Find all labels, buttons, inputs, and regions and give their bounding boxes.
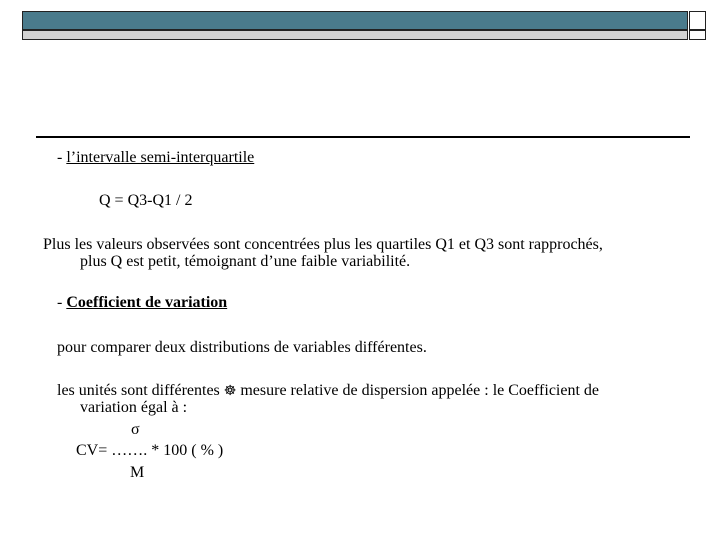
iqr-formula: Q = Q3-Q1 / 2 xyxy=(99,192,193,209)
sub-bar xyxy=(22,30,688,40)
cv-units-before: les unités sont différentes xyxy=(57,382,224,399)
cv-purpose: pour comparer deux distributions de variables différentes. xyxy=(57,339,427,356)
cv-dash: - xyxy=(57,294,67,311)
cv-heading: Coefficient de variation xyxy=(66,294,228,311)
iqr-text-line1: Plus les valeurs observées sont concentrées plus les quartiles Q1 et Q3 sont rapprochés, xyxy=(43,236,603,253)
iqr-dash: - xyxy=(57,149,67,166)
formula-line: CV= ……. * 100 ( % ) xyxy=(76,442,224,459)
cv-units-after: mesure relative de dispersion appelée : le Coefficient de xyxy=(236,382,600,399)
iqr-heading-line xyxy=(57,149,254,166)
iqr-heading: l’intervalle semi-interquartile xyxy=(66,149,255,166)
cv-units-line1 xyxy=(57,382,599,400)
dharma-wheel-icon: ☸ xyxy=(223,383,237,399)
formula-denominator: M xyxy=(130,464,145,481)
title-bar xyxy=(22,11,688,30)
sub-bar-box xyxy=(689,30,706,40)
cv-heading-line xyxy=(57,294,227,311)
cv-units-line2: variation égal à : xyxy=(80,399,188,416)
formula-numerator: σ xyxy=(131,421,140,438)
title-bar-box xyxy=(689,11,706,30)
horizontal-rule xyxy=(36,136,690,138)
iqr-text-line2: plus Q est petit, témoignant d’une faible variabilité. xyxy=(80,253,411,270)
